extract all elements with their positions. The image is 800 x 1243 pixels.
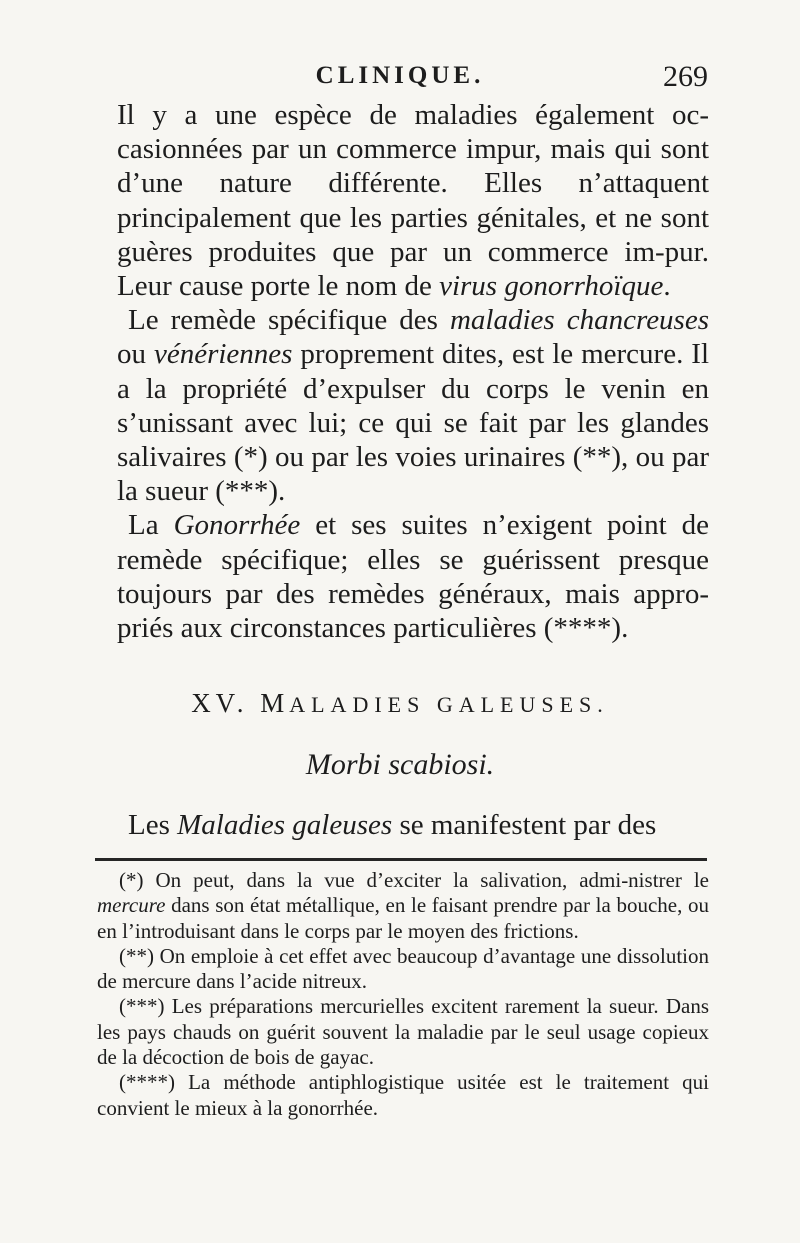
footnotes bbox=[97, 868, 709, 1121]
italic-text: virus gonorrhoïque bbox=[439, 270, 664, 303]
paragraph-1: Il y a une espèce de maladies également oc-casionnées par un commerce impur, mais qui sont d’une nature différente. Elles n’attaquent principalement que les parties génitales, et ne sont guères produites que par un commerce im-pur. Leur cause porte le nom de virus gonorrhoïque. bbox=[117, 99, 709, 303]
italic-text: vénériennes bbox=[153, 338, 293, 371]
main-text bbox=[117, 98, 709, 645]
paragraph-4 bbox=[117, 808, 709, 842]
page-number: 269 bbox=[663, 60, 708, 93]
footnote-rule bbox=[95, 858, 707, 861]
section-heading bbox=[0, 688, 800, 719]
italic-text: maladies chancreuses bbox=[449, 304, 710, 337]
footnote-4: (****) La méthode antiphlogistique usitée est le traitement qui convient le mieux à la gonorrhée. bbox=[97, 1070, 709, 1120]
paragraph-4-end: se manifestent par des bbox=[392, 809, 657, 841]
italic-text: mercure bbox=[97, 893, 166, 918]
section-title-initial: M bbox=[260, 688, 290, 718]
section-title-rest: ALADIES GALEUSES. bbox=[289, 692, 609, 717]
section-subtitle: Morbi scabiosi. bbox=[305, 748, 495, 781]
paragraph-2: Le remède spécifique des maladies chancreuses ou vénériennes proprement dites, est le mercure. Il a la propriété d’expulser du corps le venin en s’unissant avec lui; ce qui se fait par les glandes salivaires (*) ou par les voies urinaires (**), ou par la sueur (***). bbox=[117, 304, 710, 508]
footnote-2: (**) On emploie à cet effet avec beaucoup d’avantage une dissolution de mercure dans l’acide nitreux. bbox=[97, 943, 709, 994]
paragraph-4-italic: Maladies galeuses bbox=[177, 809, 393, 841]
footnote-3: (***) Les préparations mercurielles excitent rarement la sueur. Dans les pays chauds on guérit souvent la maladie par le seul usage copieux de la décoction de bois de gayac. bbox=[97, 994, 709, 1070]
paragraph-4-start: Les bbox=[128, 809, 178, 841]
italic-text: Gonorrhée bbox=[173, 509, 301, 542]
paragraph-3: La Gonorrhée et ses suites n’exigent point de remède spécifique; elles se guérissent presque toujours par des remèdes généraux, mais appro-priés aux circonstances particulières (****). bbox=[117, 509, 709, 645]
section-number: XV. bbox=[191, 688, 249, 718]
running-head: CLINIQUE. bbox=[315, 62, 485, 89]
footnote-1: (*) On peut, dans la vue d’exciter la salivation, admi-nistrer le mercure dans son état métallique, en le faisant prendre par la bouche, ou en l’introduisant dans le corps par le moyen des frictions. bbox=[97, 868, 709, 943]
page-header bbox=[0, 62, 800, 102]
